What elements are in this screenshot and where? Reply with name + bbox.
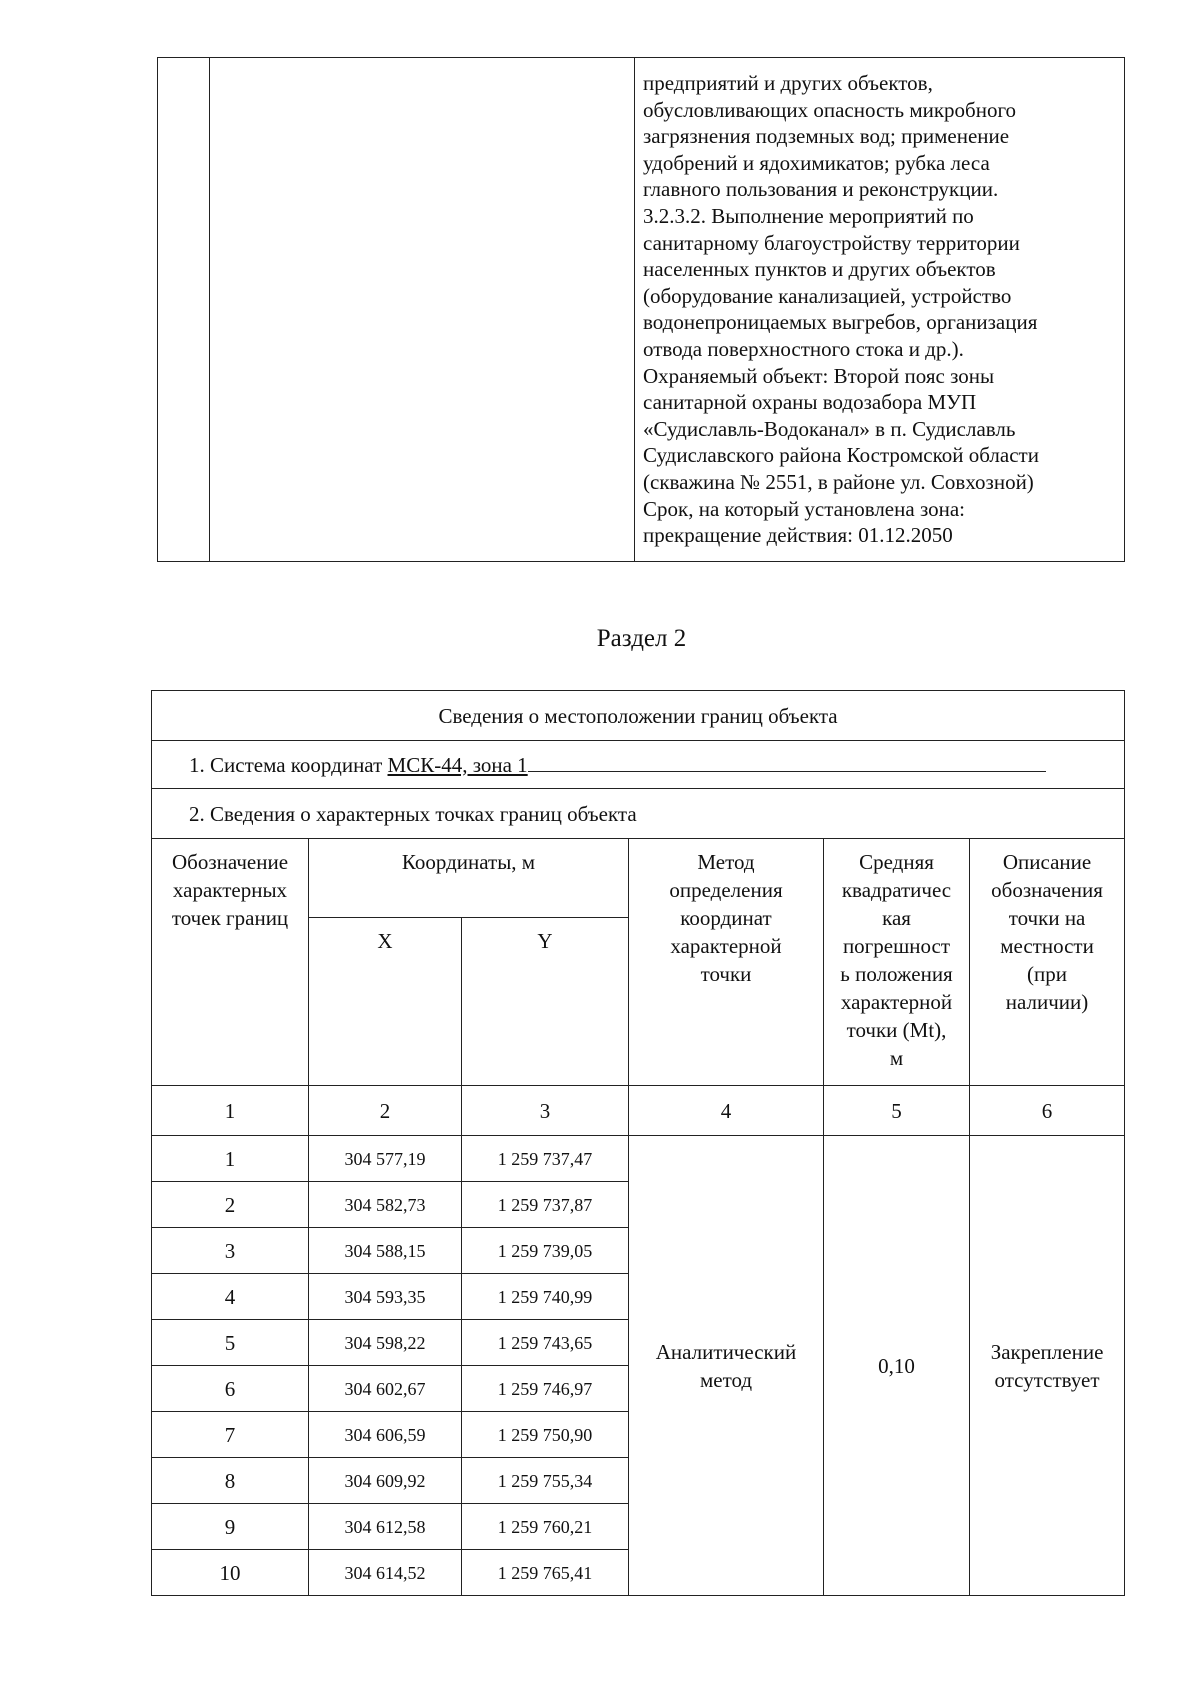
column-number-2: 2 — [309, 1086, 462, 1136]
point-y: 1 259 755,34 — [462, 1458, 629, 1504]
restrictions-line: обусловливающих опасность микробного — [643, 97, 1017, 122]
header-line: м — [889, 1046, 904, 1070]
restrictions-line: предприятий и других объектов, — [643, 71, 933, 95]
point-number: 9 — [152, 1504, 309, 1550]
restrictions-line: Охраняемый объект: Второй пояс зоны — [643, 363, 995, 388]
restrictions-line: (оборудование канализацией, устройство — [643, 283, 1012, 308]
point-number: 8 — [152, 1458, 309, 1504]
point-y: 1 259 746,97 — [462, 1366, 629, 1412]
description-value-line: отсутствует — [994, 1367, 1100, 1392]
column-number-3: 3 — [462, 1086, 629, 1136]
header-line: Описание — [1002, 850, 1092, 874]
header-method-text — [629, 848, 823, 988]
table-caption: Сведения о местоположении границ объекта — [152, 691, 1125, 741]
restrictions-line: водонепроницаемых выгребов, организация — [643, 310, 1038, 335]
boundary-points-table — [151, 690, 1125, 1596]
header-point-designation — [152, 839, 309, 1086]
header-line: точки (Mt), — [846, 1018, 947, 1042]
header-line: характерной — [840, 990, 953, 1014]
points-heading: 2. Сведения о характерных точках границ объекта — [152, 789, 1125, 839]
description-value-line: Закрепление — [990, 1339, 1104, 1364]
point-y: 1 259 750,90 — [462, 1412, 629, 1458]
restrictions-line: санитарному благоустройству территории — [643, 230, 1020, 255]
header-line: местности — [1000, 934, 1094, 958]
restrictions-line: отвода поверхностного стока и др.). — [643, 336, 964, 361]
point-y: 1 259 740,99 — [462, 1274, 629, 1320]
restrictions-line: санитарной охраны водозабора МУП — [643, 390, 977, 415]
description-value — [970, 1136, 1125, 1596]
coordinate-system-row — [152, 741, 1125, 789]
method-value-line: метод — [699, 1367, 753, 1392]
point-number: 2 — [152, 1182, 309, 1228]
point-x: 304 593,35 — [309, 1274, 462, 1320]
restrictions-text — [635, 58, 1124, 549]
point-number: 6 — [152, 1366, 309, 1412]
point-x: 304 602,67 — [309, 1366, 462, 1412]
header-line: (при — [1027, 962, 1068, 986]
header-description-text — [970, 848, 1124, 1016]
header-line: точки на — [1008, 906, 1086, 930]
section-title: Раздел 2 — [596, 625, 687, 652]
header-y: Y — [462, 918, 629, 1086]
header-line: Метод — [697, 850, 755, 874]
header-x: X — [309, 918, 462, 1086]
method-value — [629, 1136, 824, 1596]
point-x: 304 598,22 — [309, 1320, 462, 1366]
header-line: характерных — [172, 878, 288, 902]
point-number: 1 — [152, 1136, 309, 1182]
header-line: точки — [700, 962, 752, 986]
header-line: наличии) — [1005, 990, 1089, 1014]
restrictions-line: загрязнения подземных вод; применение — [643, 124, 1010, 149]
point-y: 1 259 737,47 — [462, 1136, 629, 1182]
header-line: Средняя — [859, 850, 934, 874]
header-line: координат — [680, 906, 772, 930]
restrictions-line: Судиславского района Костромской области — [643, 443, 1039, 468]
restrictions-line: населенных пунктов и других объектов — [643, 257, 996, 282]
coordinate-system-value: МСК-44, зона 1 — [387, 752, 528, 777]
restrictions-line: (скважина № 2551, в районе ул. Совхозной) — [643, 469, 1034, 494]
point-number: 3 — [152, 1228, 309, 1274]
point-number: 10 — [152, 1550, 309, 1596]
continuation-table — [157, 57, 1125, 562]
header-line: точек границ — [171, 906, 289, 930]
header-line: характерной — [670, 934, 782, 958]
coordinate-system-label: 1. Система координат — [189, 752, 383, 777]
header-point-designation-text — [152, 848, 308, 932]
header-description — [970, 839, 1125, 1086]
point-x: 304 614,52 — [309, 1550, 462, 1596]
method-value-line: Аналитический — [655, 1339, 797, 1364]
restrictions-line: прекращение действия: 01.12.2050 — [643, 523, 953, 548]
point-x: 304 606,59 — [309, 1412, 462, 1458]
restrictions-line: удобрений и ядохимикатов; рубка леса — [643, 150, 990, 175]
restrictions-line: главного пользования и реконструкции. — [643, 177, 999, 202]
point-x: 304 577,19 — [309, 1136, 462, 1182]
header-error-text — [824, 848, 969, 1072]
point-x: 304 588,15 — [309, 1228, 462, 1274]
header-line: Обозначение — [171, 850, 289, 874]
point-y: 1 259 739,05 — [462, 1228, 629, 1274]
error-value: 0,10 — [824, 1136, 970, 1596]
point-y: 1 259 765,41 — [462, 1550, 629, 1596]
header-error — [824, 839, 970, 1086]
continuation-cell-name — [210, 58, 635, 562]
restrictions-line: 3.2.3.2. Выполнение мероприятий по — [643, 203, 974, 228]
point-number: 5 — [152, 1320, 309, 1366]
fill-line — [528, 751, 1046, 772]
header-line: определения — [669, 878, 783, 902]
restrictions-line: Срок, на который установлена зона: — [643, 496, 966, 521]
point-x: 304 612,58 — [309, 1504, 462, 1550]
header-line: кая — [882, 906, 911, 930]
header-line: ь положения — [840, 962, 953, 986]
continuation-cell-number — [158, 58, 210, 562]
point-x: 304 609,92 — [309, 1458, 462, 1504]
column-number-6: 6 — [970, 1086, 1125, 1136]
point-number: 7 — [152, 1412, 309, 1458]
header-method — [629, 839, 824, 1086]
point-x: 304 582,73 — [309, 1182, 462, 1228]
column-number-4: 4 — [629, 1086, 824, 1136]
column-number-1: 1 — [152, 1086, 309, 1136]
point-y: 1 259 737,87 — [462, 1182, 629, 1228]
point-number: 4 — [152, 1274, 309, 1320]
column-number-5: 5 — [824, 1086, 970, 1136]
header-line: квадратичес — [841, 878, 952, 902]
continuation-cell-description — [635, 58, 1125, 562]
header-line: погрешност — [842, 934, 951, 958]
restrictions-line: «Судиславль-Водоканал» в п. Судиславль — [643, 416, 1016, 441]
header-line: обозначения — [991, 878, 1103, 902]
point-y: 1 259 760,21 — [462, 1504, 629, 1550]
table-row — [152, 1136, 1125, 1182]
header-coordinates: Координаты, м — [309, 839, 629, 918]
point-y: 1 259 743,65 — [462, 1320, 629, 1366]
